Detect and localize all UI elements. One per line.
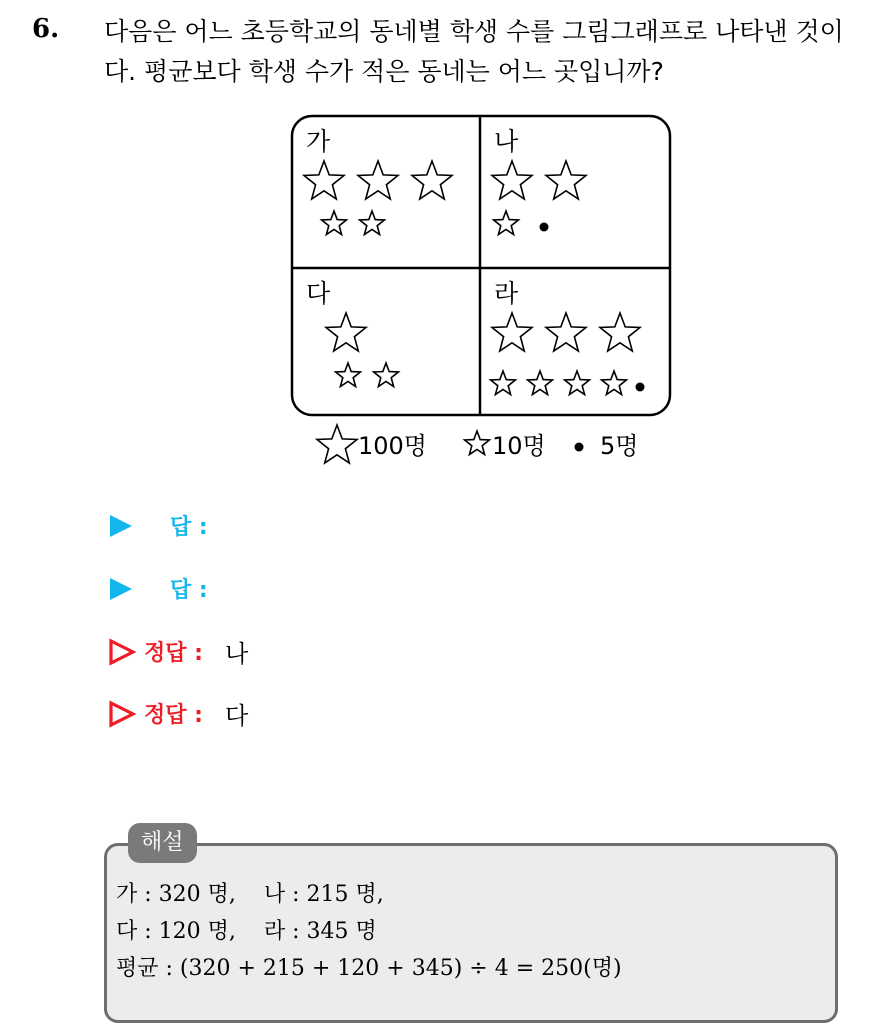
- star-100-icon: [304, 161, 344, 199]
- pictograph-legend: [317, 425, 638, 463]
- correct-answer-value: 다: [224, 702, 249, 730]
- pictograph-cell: [492, 127, 586, 235]
- blue-play-icon: [108, 576, 134, 602]
- star-100-icon: [546, 161, 586, 199]
- legend-100-label: 100명: [358, 432, 427, 460]
- pictograph-cell: [306, 279, 398, 387]
- neighborhood-label: 가: [306, 127, 331, 156]
- star-10-icon: [336, 363, 361, 387]
- legend-dot-5-icon: [575, 443, 584, 452]
- explanation-line: 평균 : (320 + 215 + 120 + 345) ÷ 4 = 250(명): [116, 956, 622, 981]
- star-100-icon: [326, 313, 366, 351]
- neighborhood-label: 나: [494, 127, 519, 156]
- question-line-1: 다음은 어느 초등학교의 동네별 학생 수를 그림그래프로 나타낸 것이: [104, 17, 844, 46]
- correct-answer-value: 나: [224, 640, 249, 668]
- neighborhood-label: 라: [494, 279, 519, 308]
- star-10-icon: [360, 211, 385, 235]
- star-10-icon: [491, 371, 516, 395]
- star-10-icon: [494, 211, 519, 235]
- answer-label: 답 :: [170, 578, 208, 603]
- star-10-icon: [322, 211, 347, 235]
- star-100-icon: [492, 313, 532, 351]
- star-100-icon: [546, 313, 586, 351]
- pictograph-cell: [491, 279, 645, 395]
- dot-5-icon: [540, 223, 549, 232]
- legend-star-100-icon: [317, 425, 357, 463]
- answer-row-1: [108, 510, 230, 541]
- red-outline-play-icon: [108, 638, 136, 666]
- star-100-icon: [412, 161, 452, 199]
- correct-answer-label: 정답 :: [144, 703, 203, 728]
- legend-5-label: 5명: [600, 432, 639, 460]
- explanation-content: [116, 876, 622, 987]
- blue-play-icon: [108, 513, 134, 539]
- question-line-2: 다. 평균보다 학생 수가 적은 동네는 어느 곳입니까?: [104, 57, 664, 86]
- star-10-icon: [565, 371, 590, 395]
- red-outline-play-icon: [108, 700, 136, 728]
- star-10-icon: [374, 363, 399, 387]
- explanation-line: 다 : 120 명, 라 : 345 명: [116, 919, 377, 944]
- star-100-icon: [492, 161, 532, 199]
- pictograph: [280, 110, 680, 470]
- answer-label: 답 :: [170, 515, 208, 540]
- explanation-line: 가 : 320 명, 나 : 215 명,: [116, 882, 384, 907]
- star-10-icon: [528, 371, 553, 395]
- correct-answer-row-2: [108, 696, 248, 731]
- correct-answer-row-1: [108, 634, 248, 669]
- legend-10-label: 10명: [492, 432, 546, 460]
- neighborhood-label: 다: [306, 279, 331, 308]
- explanation-tag: 해설: [128, 823, 197, 863]
- star-10-icon: [602, 371, 627, 395]
- question-text: [104, 12, 874, 92]
- legend-star-10-icon: [465, 431, 490, 455]
- dot-5-icon: [636, 383, 645, 392]
- answer-row-2: [108, 573, 230, 604]
- pictograph-cell: [304, 127, 452, 235]
- question-number: 6.: [32, 14, 60, 44]
- correct-answer-label: 정답 :: [144, 641, 203, 666]
- star-100-icon: [600, 313, 640, 351]
- star-100-icon: [358, 161, 398, 199]
